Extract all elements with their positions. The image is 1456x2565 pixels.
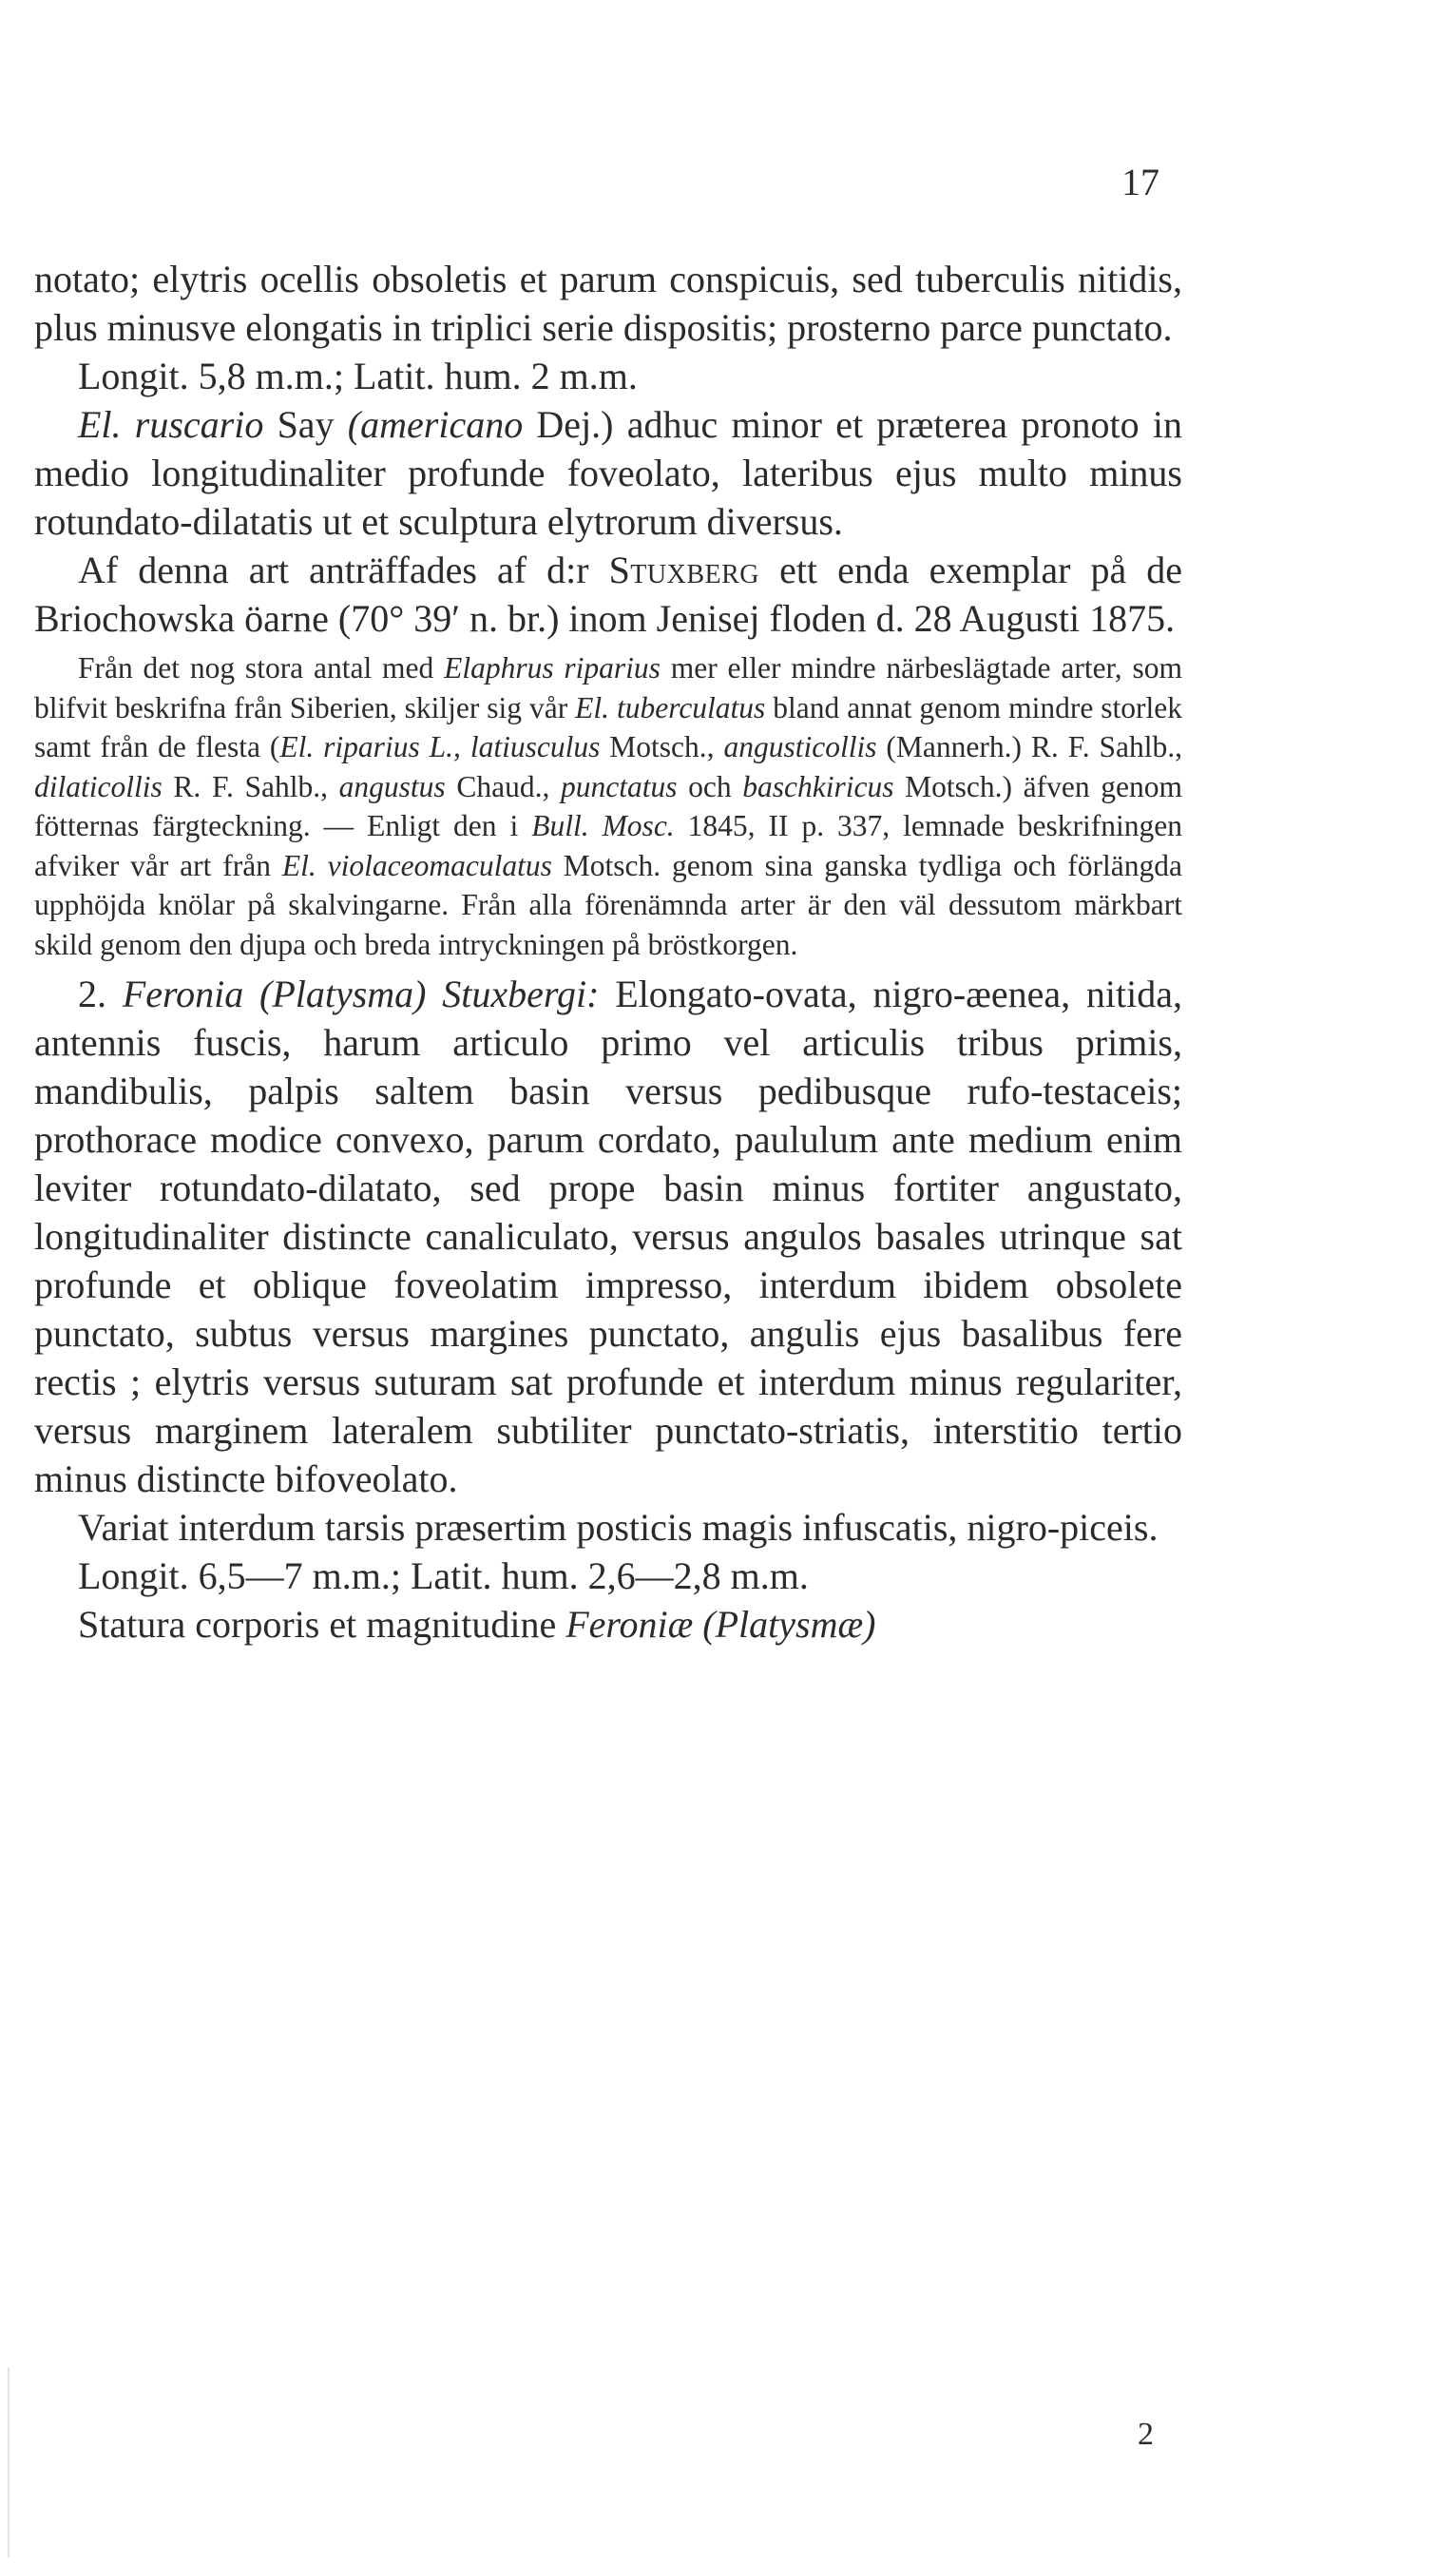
page-text <box>34 255 1182 1649</box>
synonym-name: (americano <box>347 403 524 446</box>
species-name: El. ruscario <box>78 403 264 446</box>
paragraph-measurements-2: Longit. 6,5—7 m.m.; Latit. hum. 2,6—2,8 m.m. <box>78 1554 809 1597</box>
notes-text: (Mannerh.) R. F. Sahlb., <box>876 730 1183 763</box>
notes-text: Chaud., <box>445 769 561 803</box>
paragraph-collection <box>34 546 1182 643</box>
signature-mark: 2 <box>1138 2417 1154 2452</box>
species-name: dilaticollis <box>34 769 163 803</box>
species-name: El. tuberculatus <box>575 690 766 724</box>
paragraph-measurements-1: Longit. 5,8 m.m.; Latit. hum. 2 m.m. <box>78 355 638 397</box>
species-number: 2. <box>78 973 123 1015</box>
collection-text-b: ett enda exemplar på de Briochowska öarne (70° 39′ n. br.) inom Jenisej floden d. 28 Augusti 1875. <box>34 549 1183 640</box>
paragraph-variation: Variat interdum tarsis præsertim posticis magis infuscatis, nigro-piceis. <box>78 1506 1159 1549</box>
statura-text: Statura corporis et magnitudine <box>78 1603 566 1646</box>
notes-text: Motsch. genom sina ganska tydliga och förlängda upphöjda knölar på skalvingarne. Från alla förenämnda arter är den väl dessutom märkbart skild genom den djupa och breda intryckningen på bröstkorgen. <box>34 848 1183 961</box>
comparison-text: Dej.) adhuc minor et præterea pronoto in medio longitudinaliter profunde foveolato, lateribus ejus multo minus rotundato-dilatatis ut et sculptura elytrorum diversus. <box>34 403 1182 543</box>
description-text: Elongato-ovata, nigro-æenea, nitida, antennis fuscis, harum articulo primo vel articulis tribus primis, mandibulis, palpis saltem basin versus pedibusque rufo-testaceis; prothorace modice convexo, parum cordato, paululum ante medium enim leviter rotundato-dilatato, sed prope basin minus fortiter angustato, longitudinaliter distincte canaliculato, versus angulos basales utrinque sat profunde et oblique foveolatim impresso, interdum ibidem obsolete punctato, subtus versus margines punctato, angulis ejus basalibus fere rectis ; elytris versus suturam sat profunde et interdum minus regulariter, versus marginem lateralem subtiliter punctato-striatis, interstitio tertio minus distincte bifoveolato. <box>34 973 1183 1500</box>
notes-text: R. F. Sahlb., <box>162 769 339 803</box>
notes-text: mer eller mindre närbeslägtade arter, som blifvit beskrifna från Siberien, skiljer sig vår <box>34 651 1182 724</box>
species-name: Feroniæ (Platysmæ) <box>565 1603 876 1646</box>
notes-text: Motsch.) äfven genom fötternas färgteckning. — Enligt den i <box>34 769 1183 842</box>
species-name: Elaphrus riparius <box>444 651 661 685</box>
paragraph-comparison <box>34 400 1182 546</box>
species-heading: Feronia (Platysma) Stuxbergi: <box>122 973 600 1015</box>
journal-name: Bull. Mosc. <box>531 809 675 842</box>
notes-text: 1845, II p. 337, lemnade beskrifningen afviker vår art från <box>34 809 1182 882</box>
paragraph-continuation: notato; elytris ocellis obsoletis et parum conspicuis, sed tuberculis nitidis, plus minusve elongatis in triplici serie dispositis; prosterno parce punctato. <box>34 258 1182 349</box>
paragraph-statura <box>34 1600 1182 1649</box>
collection-text-a: Af denna art anträffades af d:r <box>78 549 609 591</box>
notes-text: Motsch., <box>600 730 724 763</box>
species-name: angusticollis <box>723 730 877 763</box>
species-name: El. violaceomaculatus <box>281 848 552 882</box>
species-name: angustus <box>338 769 446 803</box>
notes-text: bland annat genom mindre storlek samt från de flesta ( <box>34 690 1182 763</box>
author-name: Say <box>263 403 348 446</box>
notes-text: Från det nog stora antal med <box>78 651 445 685</box>
collector-name: Stuxberg <box>608 549 760 591</box>
paragraph-notes <box>34 648 1182 964</box>
margin-line <box>8 2367 10 2557</box>
page-number: 17 <box>1121 161 1159 203</box>
paragraph-species-description <box>34 970 1182 1503</box>
species-name: El. riparius L., latiusculus <box>279 730 601 763</box>
species-name: punctatus <box>560 769 678 803</box>
notes-text: och <box>677 769 743 803</box>
species-name: baschkiricus <box>742 769 894 803</box>
